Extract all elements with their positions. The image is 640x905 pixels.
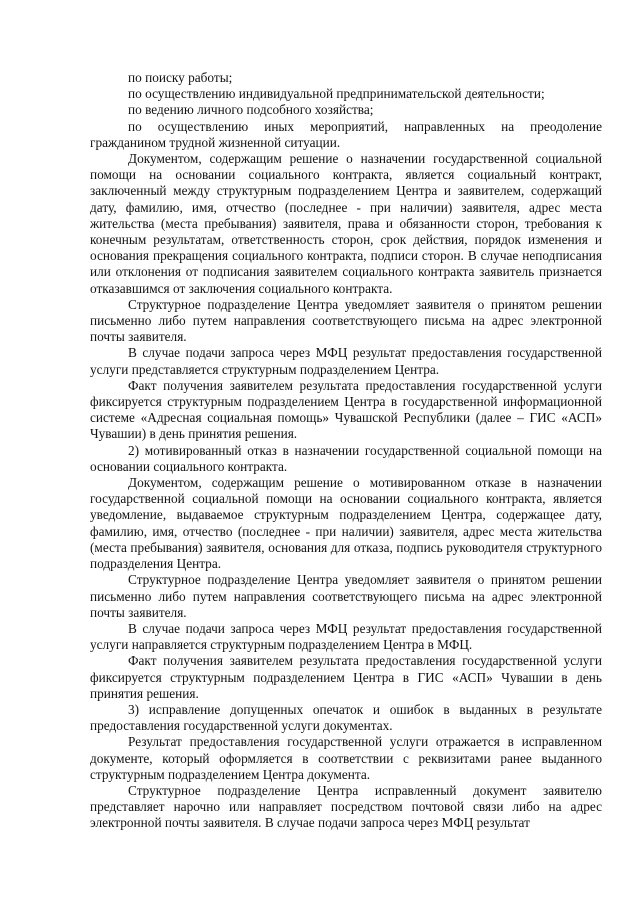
paragraph-7: В случае подачи запроса через МФЦ результат предоставления государственной услуги представляется структурным подразделением Центра. bbox=[90, 345, 602, 377]
paragraph-14: 3) исправление допущенных опечаток и ошибок в выданных в результате предоставления государственной услуги документах. bbox=[90, 701, 602, 734]
paragraph-4: по осуществлению иных мероприятий, направленных на преодоление гражданином трудной жизненной ситуации. bbox=[90, 118, 602, 150]
paragraph-3: по ведению личного подсобного хозяйства; bbox=[128, 102, 374, 118]
paragraph-11: Структурное подразделение Центра уведомляет заявителя о принятом решении письменно либо путем направления соответствующего письма на адрес электронной почты заявителя. bbox=[90, 572, 602, 620]
paragraph-12: В случае подачи запроса через МФЦ результат предоставления государственной услуги направляется структурным подразделением Центра в МФЦ. bbox=[90, 620, 602, 653]
paragraph-10: Документом, содержащим решение о мотивированном отказе в назначении государственной социальной помощи на основании социального контракта, является уведомление, выдаваемое структурным подразделением Центра, содержащее дату, фамилию, имя, отчество (последнее - при наличии) заявителя, адрес места жительства (места пребывания) заявителя, основания для отказа, подпись руководителя структурного подразделения Центра. bbox=[90, 475, 602, 572]
paragraph-13: Факт получения заявителем результата предоставления государственной услуги фиксируется структурным подразделением Центра в ГИС «АСП» Чувашии в день принятия решения. bbox=[90, 653, 602, 701]
paragraph-16: Структурное подразделение Центра исправленный документ заявителю представляет нарочно или направляет посредством почтовой связи либо на адрес электронной почты заявителя. В случае подачи запроса через МФЦ результат bbox=[90, 782, 602, 831]
paragraph-1: по поиску работы; bbox=[128, 70, 233, 85]
paragraph-5: Документом, содержащим решение о назначении государственной социальной помощи на основании социального контракта, является социальный контракт, заключенный между структурным подразделением Центра и заявителем, содержащий дату, фамилию, имя, отчество (последнее - при наличии) заявителя, адрес места жительства (места пребывания) заявителя, права и обязанности сторон, требования к конечным результатам, ответственность сторон, срок действия, порядок изменения и основания прекращения социального контракта, подписи сторон. В случае неподписания или отклонения от подписания заявителем социального контракта заявитель признается отказавшимся от заключения социального контракта. bbox=[90, 151, 602, 296]
document-page bbox=[90, 70, 602, 832]
paragraph-6: Структурное подразделение Центра уведомляет заявителя о принятом решении письменно либо путем направления соответствующего письма на адрес электронной почты заявителя. bbox=[90, 296, 602, 345]
paragraph-9: 2) мотивированный отказ в назначении государственной социальной помощи на основании социального контракта. bbox=[90, 442, 602, 474]
paragraph-8: Факт получения заявителем результата предоставления государственной услуги фиксируется структурным подразделением Центра в государственной информационной системе «Адресная социальная помощь» Чувашской Республики (далее – ГИС «АСП» Чувашии) в день принятия решения. bbox=[90, 377, 602, 442]
paragraph-15: Результат предоставления государственной услуги отражается в исправленном документе, который оформляется в соответствии с реквизитами ранее выданного структурным подразделением Центра документа. bbox=[90, 734, 602, 782]
paragraph-2: по осуществлению индивидуальной предпринимательской деятельности; bbox=[128, 86, 545, 102]
